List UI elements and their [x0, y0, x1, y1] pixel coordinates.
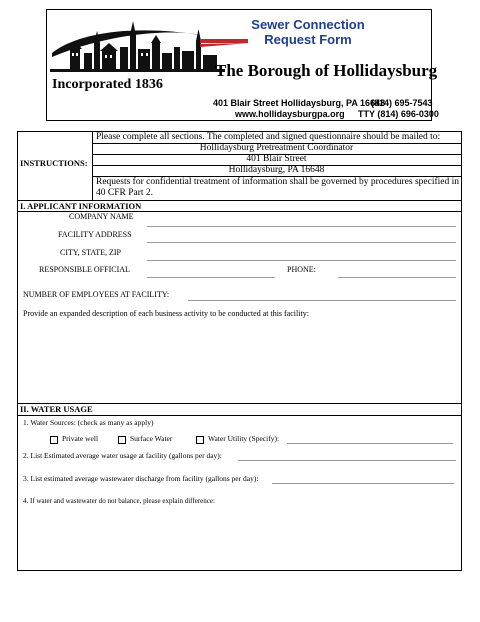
- table-border-bottom: [17, 570, 462, 571]
- water-usage-field[interactable]: [238, 460, 456, 461]
- form-title-line1: Sewer Connection: [251, 17, 365, 32]
- instructions-line: Please complete all sections. The completed and signed questionnaire should be mailed to:: [96, 132, 441, 142]
- company-name-label: COMPANY NAME: [69, 212, 134, 221]
- business-description-label: Provide an expanded description of each business activity to be conducted at this facility:: [23, 309, 309, 318]
- instructions-line: Requests for confidential treatment of information shall be governed by procedures specified in: [96, 177, 459, 187]
- instructions-label: INSTRUCTIONS:: [20, 158, 88, 168]
- table-border-left: [17, 131, 18, 571]
- section-title: II. WATER USAGE: [20, 404, 93, 414]
- responsible-official-field[interactable]: [147, 277, 275, 278]
- wastewater-discharge-field[interactable]: [272, 483, 454, 484]
- instructions-line: 401 Blair Street: [246, 154, 307, 164]
- water-sources-question: 1. Water Sources: (check as many as apply): [23, 418, 154, 427]
- instructions-line: 40 CFR Part 2.: [96, 188, 154, 198]
- private-well-label: Private well: [62, 434, 99, 443]
- balance-explanation-question: 4. If water and wastewater do not balance, please explain difference:: [23, 497, 215, 505]
- form-title-line2: Request Form: [264, 32, 352, 47]
- employees-label: NUMBER OF EMPLOYEES AT FACILITY:: [23, 290, 170, 299]
- form-title: [223, 17, 393, 47]
- tty-number: TTY (814) 696-0300: [358, 109, 439, 119]
- surface-water-checkbox[interactable]: [118, 436, 126, 444]
- wastewater-discharge-question: 3. List estimated average wastewater discharge from facility (gallons per day):: [23, 474, 259, 483]
- water-utility-label: Water Utility (Specify):: [208, 434, 280, 443]
- phone-field[interactable]: [338, 277, 456, 278]
- responsible-official-label: RESPONSIBLE OFFICIAL: [39, 265, 130, 274]
- water-utility-field[interactable]: [287, 443, 453, 444]
- phone-label: PHONE:: [287, 265, 316, 274]
- city-state-zip-label: CITY, STATE, ZIP: [60, 248, 121, 257]
- section-title: I. APPLICANT INFORMATION: [20, 201, 142, 211]
- company-name-field[interactable]: [147, 226, 456, 227]
- phone-number: (814) 695-7543: [371, 98, 433, 108]
- facility-address-field[interactable]: [147, 242, 456, 243]
- business-description-area[interactable]: [22, 322, 456, 402]
- employees-field[interactable]: [188, 300, 456, 301]
- facility-address-label: FACILITY ADDRESS: [58, 230, 132, 239]
- surface-water-label: Surface Water: [130, 434, 173, 443]
- table-border-right: [461, 131, 462, 571]
- instructions-line: Hollidaysburg, PA 16648: [228, 165, 325, 175]
- balance-explanation-area[interactable]: [22, 508, 456, 566]
- city-state-zip-field[interactable]: [147, 260, 456, 261]
- incorporated-year: Incorporated 1836: [52, 77, 163, 92]
- borough-name: The Borough of Hollidaysburg: [215, 61, 438, 80]
- section-rule: [17, 415, 462, 416]
- website: www.hollidaysburgpa.org: [235, 109, 345, 119]
- private-well-checkbox[interactable]: [50, 436, 58, 444]
- address: 401 Blair Street Hollidaysburg, PA 16648: [213, 98, 386, 108]
- water-utility-checkbox[interactable]: [196, 436, 204, 444]
- instructions-line: Hollidaysburg Pretreatment Coordinator: [199, 143, 354, 153]
- water-usage-question: 2. List Estimated average water usage at facility (gallons per day):: [23, 451, 222, 460]
